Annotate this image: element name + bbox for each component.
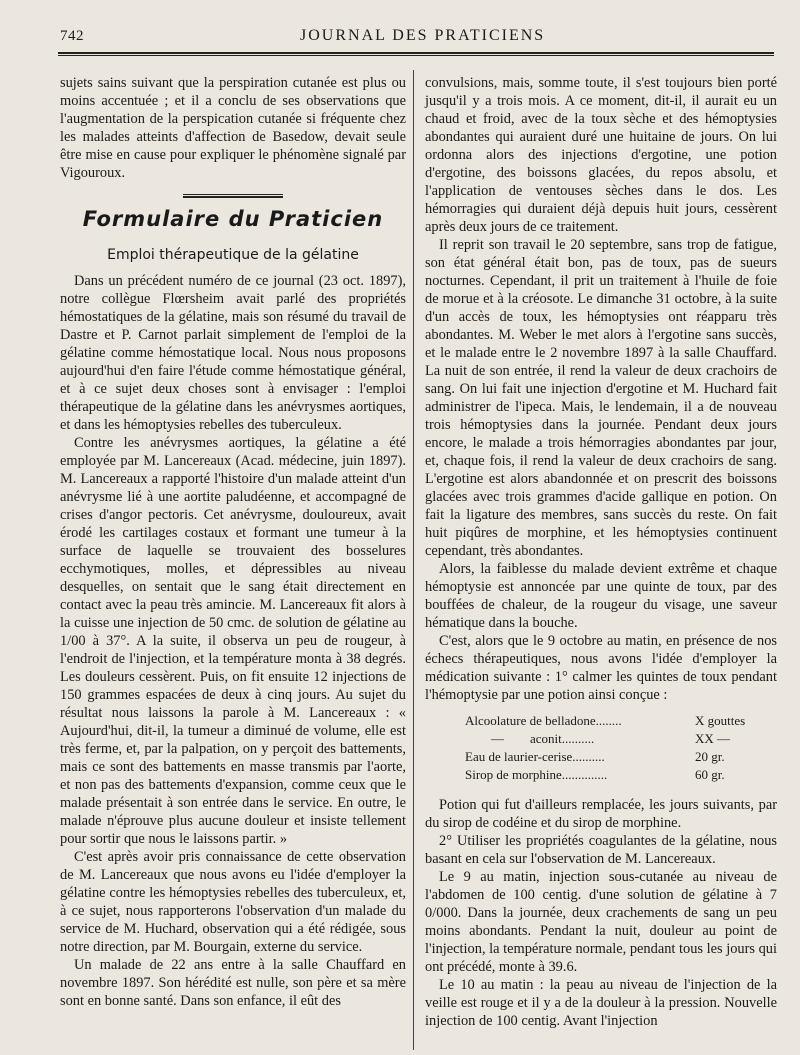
- paragraph: Contre les anévrysmes aortiques, la gélatine a été employée par M. Lancereaux (Acad. médecine, juin 1897). M. Lancereaux a rapporté l'histoire d'un malade atteint d'un anévrysme lié à une aortite paludéenne, et accompagné de crises d'angor pectoris. Cet anévrysme, douloureux, avait érodé les cartilages costaux et formant une tumeur à la surface de laquelle se trouvaient des bosselures ecchymotiques, molles, et dépressibles au niveau desquelles, on sentait que le sang était directement en contact avec la peau très amincie. M. Lancereaux fit alors à la cuisse une injection de 50 cmc. de solution de gélatine au 1/00 à 37°. A la suite, il observa un peu de rougeur, à l'endroit de l'injection, et la température monta à 38 degrés. Les douleurs cessèrent. Puis, on fit ensuite 12 injections de 150 grammes espacées de deux à cinq jours. Au sujet du résultat nous laissons la parole à M. Lancereaux : « Aujourd'hui, dit-il, la tumeur a diminué de volume, elle est très ferme, et, par la palpation, on y perçoit des battements, mais ce sont des battements en masse transmis par l'aorte, et non pas des battements d'expansion, comme ceux que le malade présentait à son entrée dans le service. En outre, le malade n'éprouve plus aucune douleur et insiste tellement pour sortir que nous le laissons partir. »: [60, 435, 406, 847]
- column-divider: [413, 70, 414, 1050]
- paragraph: Alors, la faiblesse du malade devient extrême et chaque hémoptysie est annoncée par une quinte de toux, par des bouffées de chaleur, de la rougeur du visage, une saveur hématique dans la bouche.: [425, 561, 777, 631]
- intro-paragraph: sujets sains suivant que la perspiration cutanée est plus ou moins accentuée ; et il a conclu de ses observations que l'augmentation de la perspication cutanée si fréquente chez les malades atteints d'affection de Basedow, devait seule être mise en cause pour expliquer le phénomène signalé par Vigouroux.: [60, 75, 406, 181]
- formula-quantity: XX —: [695, 731, 731, 746]
- paragraph: C'est, alors que le 9 octobre au matin, en présence de nos échecs thérapeutiques, nous avons l'idée d'employer la médication suivante : 1° calmer les quintes de toux pendant l'hémoptysie par une potion ainsi conçue :: [425, 633, 777, 703]
- paragraph: 2° Utiliser les propriétés coagulantes de la gélatine, nous basant en cela sur l'observation de M. Lancereaux.: [425, 833, 777, 867]
- paragraph: convulsions, mais, somme toute, il s'est toujours bien porté jusqu'il y a trois mois. A ce moment, dit-il, il aurait eu un chaud et froid, avec de la toux sèche et des hémoptysies abondantes qui auraient duré une huitaine de jours. On lui ordonna alors des injections d'ergotine, une potion d'ergotine, des boissons glacées, du repos absolu, et l'application de ventouses sèches dans le dos. Les hémorragies qui duraient déjà depuis huit jours, cessèrent après deux jours de ce traitement.: [425, 75, 777, 235]
- journal-title: JOURNAL DES PRATICIENS: [300, 27, 546, 44]
- section-separator: [183, 194, 283, 198]
- formula-ingredient: Eau de laurier-cerise..........: [465, 749, 605, 764]
- paragraph: Un malade de 22 ans entre à la salle Chauffard en novembre 1897. Son hérédité est nulle, son père et sa mère sont en bonne santé. Dans son enfance, il eût des: [60, 957, 406, 1009]
- formula-row: [465, 712, 765, 730]
- formula-quantity: 20 gr.: [695, 749, 725, 764]
- formula-row: [465, 766, 765, 784]
- paragraph: Le 9 au matin, injection sous-cutanée au niveau de l'abdomen de 100 centig. d'une solution de gélatine à 7 0/000. Dans la journée, deux crachements de sang un peu moins abondants. Pendant la nuit, douleur au point de l'injection, la température normale, pendant tous les jours qui ont précédé, monte à 39.6.: [425, 869, 777, 975]
- paragraph: Potion qui fut d'ailleurs remplacée, les jours suivants, par du sirop de codéine et du sirop de morphine.: [425, 797, 777, 831]
- right-column: [425, 74, 777, 1030]
- formula-row: [465, 730, 765, 748]
- page-header: [0, 0, 800, 56]
- paragraph: Il reprit son travail le 20 septembre, sans trop de fatigue, son état général était bon, pas de toux, pas de sueurs nocturnes. Cependant, il prit un traitement à l'huile de foie de morue et à la créosote. Le dimanche 31 octobre, à la suite d'un accès de toux, les hémoptysies ont réapparu très abondantes. M. Weber le met alors à l'ergotine sans succès, et le malade entre le 2 novembre 1897 à la salle Chauffard. La nuit de son entrée, il rend la valeur de deux crachoirs de sang. On lui fait une injection d'ergotine et M. Huchard fait administrer de l'ipeca. Mais, le lendemain, il a de nouveau trois hémoptysies dans la journée. Pendant deux jours encore, le malade a trois hémorragies abondantes par jour, et, chaque fois, il rend la valeur de deux crachoirs de sang. L'ergotine est alors abandonnée et on prescrit des boissons glacées avec trois grammes d'acide gallique en potion. On fait la ligature des membres, sans succès du reste. On fait huit piqûres de morphine, et les hémoptysies continuent cependant, très abondantes.: [425, 237, 777, 559]
- formula-ingredient: Alcoolature de belladone........: [465, 713, 622, 728]
- formula-quantity: 60 gr.: [695, 767, 725, 782]
- header-rule: [58, 52, 774, 56]
- formula-ingredient: — aconit..........: [465, 731, 595, 746]
- formula-quantity: X gouttes: [695, 713, 746, 728]
- paragraph: C'est après avoir pris connaissance de cette observation de M. Lancereaux que nous avons eu l'idée d'employer la gélatine contre les hémoptysies rebelles des tuberculeux, et, à ce sujet, nous rapporterons l'observation d'un malade du service de M. Huchard, observation qui a été rédigée, sous notre direction, par M. Bourgain, externe du service.: [60, 849, 406, 955]
- paragraph: Le 10 au matin : la peau au niveau de l'injection de la veille est rouge et il y a de la douleur à la pression. Nouvelle injection de 100 centig. Avant l'injection: [425, 977, 777, 1029]
- prescription-formula: [465, 712, 765, 784]
- article-subtitle: Emploi thérapeutique de la gélatine: [107, 247, 359, 263]
- formula-row: [465, 748, 765, 766]
- formula-ingredient: Sirop de morphine..............: [465, 767, 608, 782]
- left-column: [60, 74, 406, 1010]
- paragraph: Dans un précédent numéro de ce journal (23 oct. 1897), notre collègue Flœrsheim avait parlé des propriétés hémostatiques de la gélatine, mais son résumé du travail de Dastre et P. Carnot parlait simplement de l'emploi de la gélatine comme hémostatique local. Nous nous proposons aujourd'hui d'en faire l'étude comme hémostatique général, et à ce sujet deux choses sont à envisager : l'emploi thérapeutique de la gélatine dans les anévrysmes aortiques, et dans les hémoptysies rebelles des tuberculeux.: [60, 273, 406, 433]
- section-title: Formulaire du Praticien: [82, 207, 384, 231]
- page-number: 742: [60, 28, 84, 44]
